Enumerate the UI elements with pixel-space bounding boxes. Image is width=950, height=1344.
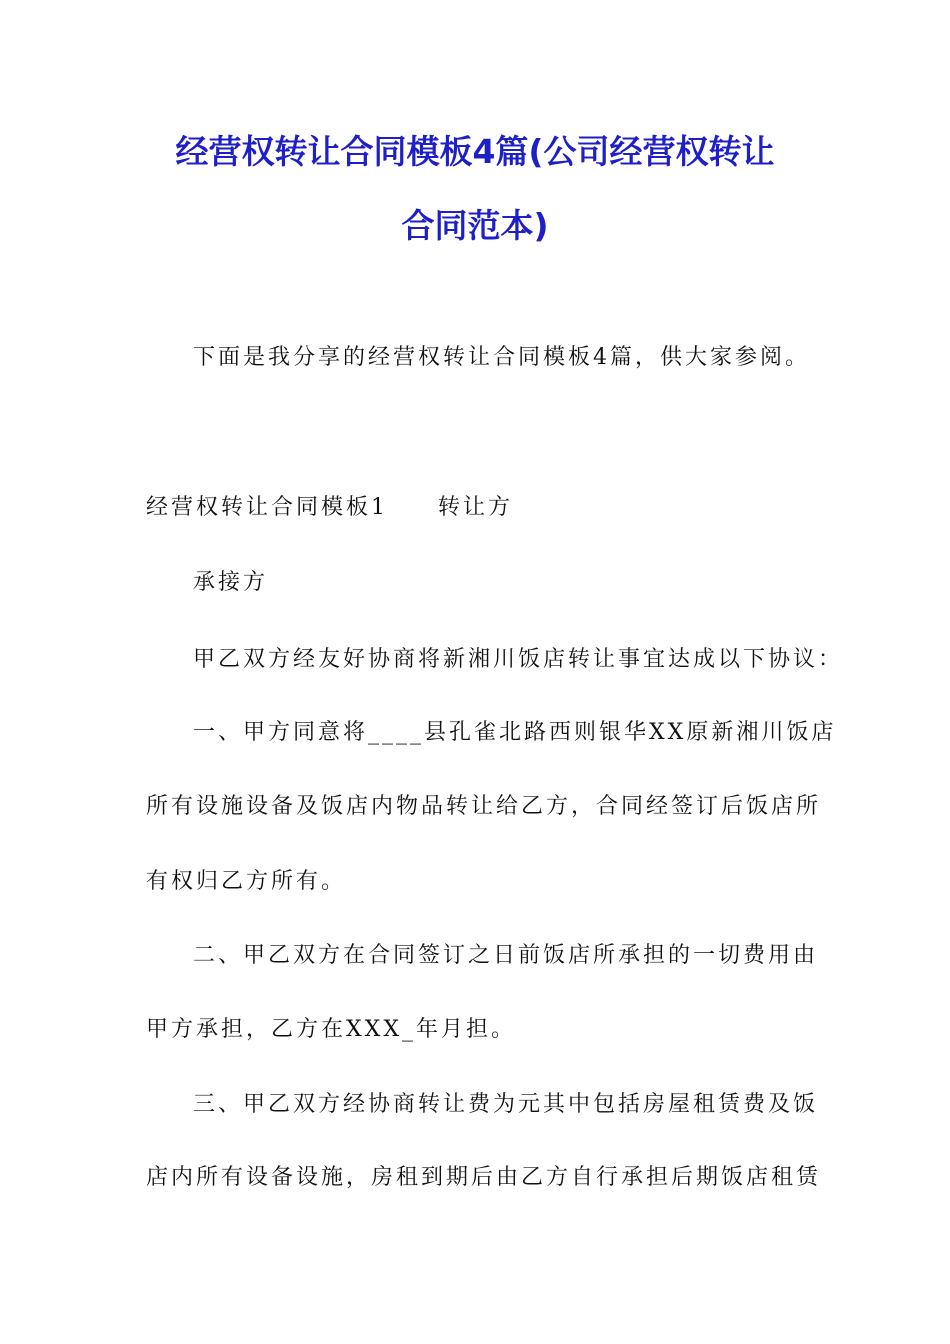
transferee-label: 承接方	[193, 570, 269, 595]
document-title-line-2: 合同范本)	[401, 206, 549, 245]
template-heading: 经营权转让合同模板1	[146, 495, 388, 520]
body-line: 二、甲乙双方在合同签订之日前饭店所承担的一切费用由	[193, 943, 819, 968]
body-line: 甲方承担，乙方在XXX_年月担。	[146, 1017, 516, 1042]
transferor-label: 转让方	[438, 495, 514, 520]
body-line: 一、甲方同意将____县孔雀北路西则银华XX原新湘川饭店	[193, 720, 837, 745]
body-line: 三、甲乙双方经协商转让费为元其中包括房屋租赁费及饭	[193, 1092, 819, 1117]
body-line: 有权归乙方所有。	[146, 869, 347, 894]
body-line: 所有设施设备及饭店内物品转让给乙方，合同经签订后饭店所	[146, 794, 822, 819]
document-title-line-1: 经营权转让合同模板4篇(公司经营权转让	[175, 132, 775, 171]
intro-paragraph: 下面是我分享的经营权转让合同模板4篇，供大家参阅。	[193, 345, 810, 370]
body-line: 店内所有设备设施，房租到期后由乙方自行承担后期饭店租赁	[146, 1165, 822, 1190]
body-line: 甲乙双方经友好协商将新湘川饭店转让事宜达成以下协议：	[193, 647, 844, 672]
template-heading-row	[146, 493, 513, 523]
